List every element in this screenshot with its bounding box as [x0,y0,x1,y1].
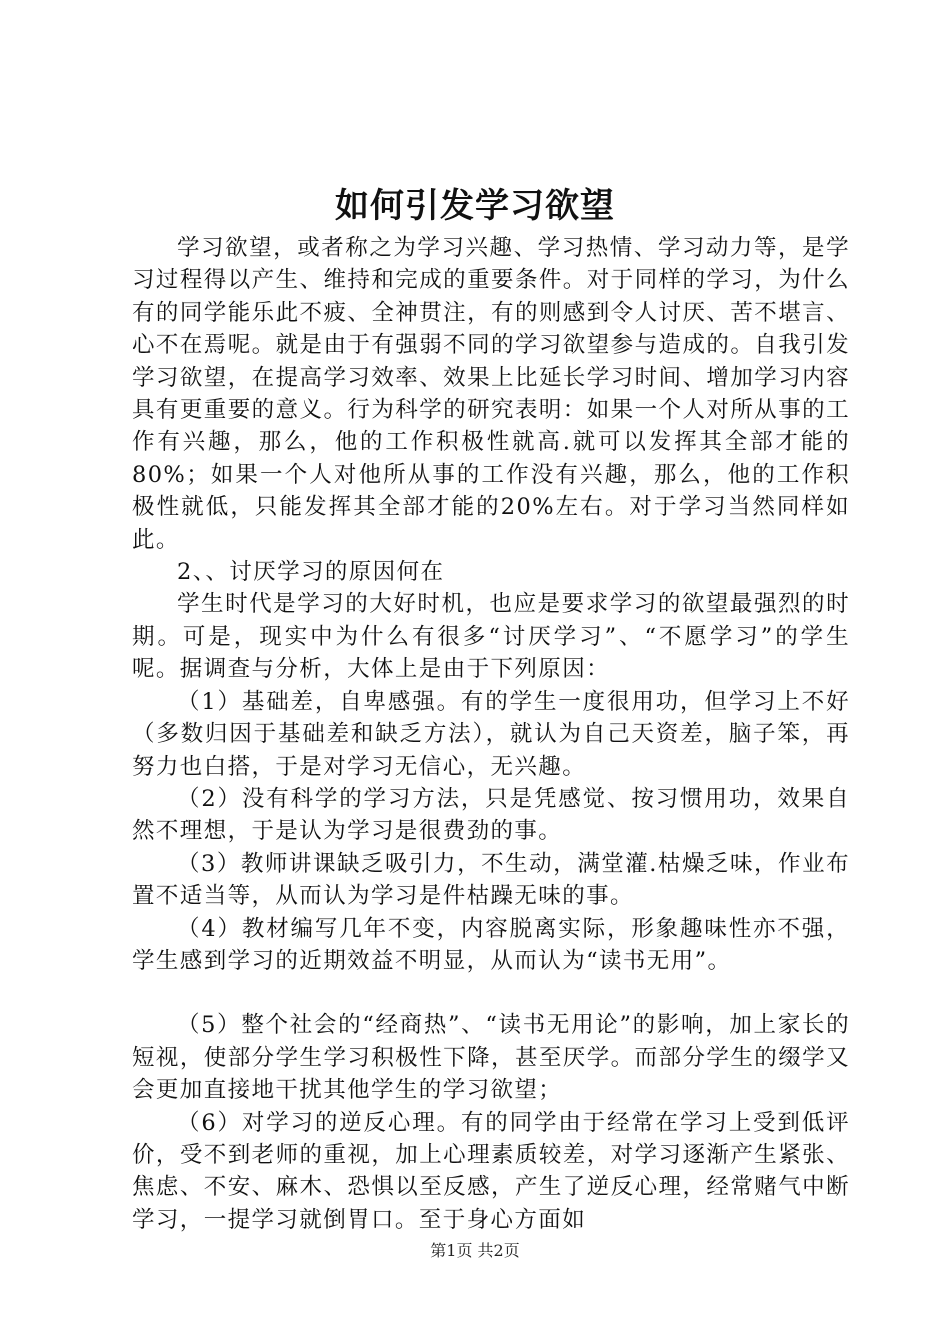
document-body [132,232,850,1236]
paragraph-gap [132,977,850,1009]
paragraph-reasons-intro: 学生时代是学习的大好时机，也应是要求学习的欲望最强烈的时期。可是，现实中为什么有很多“讨厌学习”、“不愿学习”的学生呢。据调查与分析，大体上是由于下列原因： [132,591,850,683]
page-number: 第1页 共2页 [430,1241,520,1260]
paragraph-reason-5: （5）整个社会的“经商热”、“读书无用论”的影响，加上家长的短视，使部分学生学习积极性下降，甚至厌学。而部分学生的缀学又会更加直接地干扰其他学生的学习欲望； [132,1012,850,1104]
paragraph-reason-4: （4）教材编写几年不变，内容脱离实际，形象趣味性亦不强，学生感到学习的近期效益不明显，从而认为“读书无用”。 [132,915,850,974]
paragraph-reason-2: （2）没有科学的学习方法，只是凭感觉、按习惯用功，效果自然不理想，于是认为学习是很费劲的事。 [132,785,850,845]
paragraph-intro: 学习欲望，或者称之为学习兴趣、学习热情、学习动力等，是学习过程得以产生、维持和完成的重要条件。对于同样的学习，为什么有的同学能乐此不疲、全神贯注，有的则感到令人讨厌、苦不堪言、心不在焉呢。就是由于有强弱不同的学习欲望参与造成的。自我引发学习欲望，在提高学习效率、效果上比延长学习时间、增加学习内容具有更重要的意义。行为科学的研究表明：如果一个人对所从事的工作有兴趣，那么，他的工作积极性就高.就可以发挥其全部才能的80%；如果一个人对他所从事的工作没有兴趣，那么，他的工作积极性就低，只能发挥其全部才能的20%左右。对于学习当然同样如此。 [132,235,850,553]
section-heading: 2、、讨厌学习的原因何在 [177,559,445,586]
paragraph-reason-1: （1）基础差，自卑感强。有的学生一度很用功，但学习上不好（多数归因于基础差和缺乏方法），就认为自己天资差，脑子笨，再努力也白搭，于是对学习无信心，无兴趣。 [132,688,850,780]
paragraph-reason-6: （6）对学习的逆反心理。有的同学由于经常在学习上受到低评价，受不到老师的重视，加上心理素质较差，对学习逐渐产生紧张、焦虑、不安、麻木、恐惧以至反感，产生了逆反心理，经常赌气中断学习，一提学习就倒胃口。至于身心方面如 [132,1109,850,1233]
paragraph-reason-3: （3）教师讲课缺乏吸引力，不生动，满堂灌.枯燥乏味，作业布置不适当等，从而认为学习是件枯躁无味的事。 [132,850,850,910]
document-title: 如何引发学习欲望 [335,186,615,226]
